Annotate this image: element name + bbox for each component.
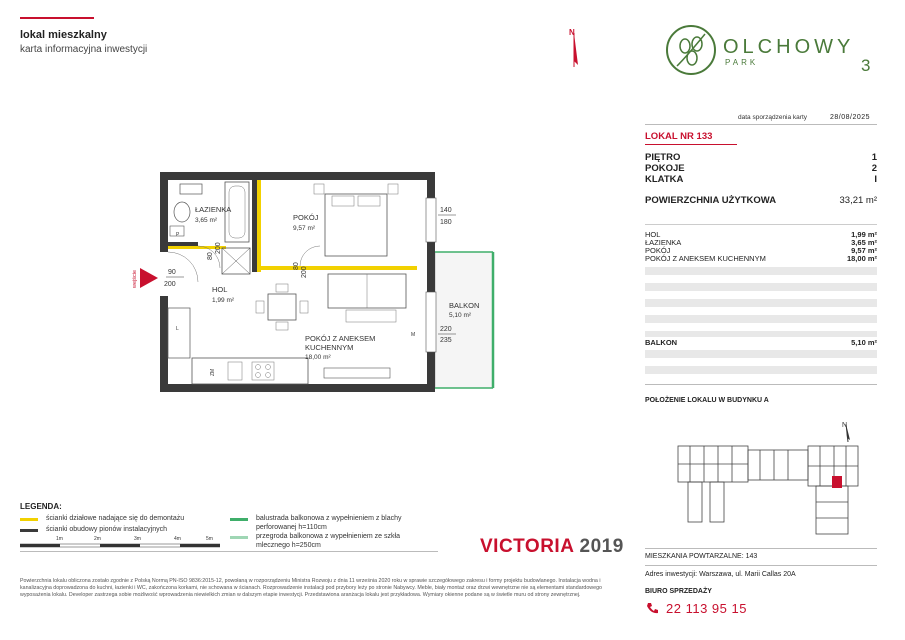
sales-label: BIURO SPRZEDAŻY (645, 588, 712, 595)
lokal-number: LOKAL NR 133 (645, 131, 713, 142)
svg-text:HOL: HOL (212, 285, 228, 294)
legend-swatch-black (20, 529, 38, 532)
legend-swatch-lightgreen (230, 536, 248, 539)
legend-item: ścianki obudowy pionów instalacyjnych (46, 526, 168, 533)
page-subtitle: karta informacyjna inwestycji (20, 44, 148, 55)
svg-text:M: M (411, 332, 416, 338)
header-accent-line (20, 17, 94, 19)
empty-row (645, 283, 877, 291)
svg-text:235: 235 (440, 337, 452, 344)
legend-swatch-yellow (20, 518, 38, 521)
divider (645, 384, 877, 385)
date-value: 28/08/2025 (830, 114, 871, 121)
svg-text:POKÓJ: POKÓJ (293, 213, 319, 222)
divider (645, 548, 877, 549)
svg-text:POKÓJ Z ANEKSEM: POKÓJ Z ANEKSEM (305, 334, 376, 343)
apartment-highlight (832, 476, 842, 488)
row-pokoje: POKOJE 2 (645, 163, 877, 174)
bed (325, 194, 387, 256)
logo-number: 3 (861, 56, 871, 75)
svg-text:200: 200 (301, 266, 308, 278)
row-pietro: PIĘTRO 1 (645, 152, 877, 163)
row-area: POWIERZCHNIA UŻYTKOWA 33,21 m² (645, 195, 877, 206)
divider (645, 124, 877, 125)
address: Adres inwestycji: Warszawa, ul. Marii Callas 20A (645, 571, 796, 578)
empty-row (645, 315, 877, 323)
svg-text:KUCHENNYM: KUCHENNYM (305, 343, 354, 352)
legend-title: LEGENDA: (20, 502, 62, 511)
lokal-underline (645, 144, 737, 145)
row-klatka: KLATKA I (645, 174, 877, 185)
legend-item: mlecznego h=250cm (256, 542, 321, 549)
repeat-label: MIESZKANIA POWTARZALNE: 143 (645, 553, 758, 560)
victoria-logo: VICTORIA 2019 (480, 536, 624, 557)
legend-item: przegroda balkonowa z wypełnieniem ze szkła (256, 533, 400, 540)
entrance-arrow-icon (140, 268, 158, 288)
logo-park: PARK (725, 58, 759, 67)
scale-bar (20, 534, 220, 550)
building-plan (670, 418, 880, 543)
svg-text:200: 200 (215, 242, 222, 254)
svg-text:N: N (842, 422, 848, 429)
phone-icon (645, 601, 659, 615)
legend-item: balustrada balkonowa z wypełnieniem z blachy (256, 515, 402, 522)
svg-text:P: P (176, 232, 180, 238)
svg-text:wejście: wejście (132, 269, 138, 288)
room-row: ŁAZIENKA 3,65 m² (645, 238, 877, 247)
legend-swatch-green (230, 518, 248, 521)
svg-text:80: 80 (293, 262, 300, 270)
svg-text:220: 220 (440, 326, 452, 333)
svg-text:200: 200 (164, 281, 176, 288)
floor-plan (110, 168, 500, 396)
row-balkon: BALKON 5,10 m² (645, 338, 877, 347)
north-label: N (569, 28, 575, 37)
date-label: data sporządzenia karty (738, 114, 808, 121)
logo-name: OLCHOWY (723, 36, 855, 58)
empty-row (645, 299, 877, 307)
empty-row (645, 267, 877, 275)
svg-text:18,00 m²: 18,00 m² (305, 354, 331, 361)
svg-text:ZM: ZM (210, 368, 216, 376)
svg-text:140: 140 (440, 207, 452, 214)
legend-item: ścianki działowe nadające się do demontażu (46, 515, 185, 522)
page-title: lokal mieszkalny (20, 29, 107, 41)
svg-text:L: L (176, 326, 179, 332)
room-row: POKÓJ 9,57 m² (645, 246, 877, 255)
divider (20, 551, 438, 552)
svg-text:180: 180 (440, 219, 452, 226)
position-label: POŁOŻENIE LOKALU W BUDYNKU A (645, 397, 769, 404)
svg-text:80: 80 (207, 252, 214, 260)
svg-text:9,57 m²: 9,57 m² (293, 225, 316, 232)
divider (645, 565, 877, 566)
svg-text:90: 90 (168, 269, 176, 276)
empty-row (645, 366, 877, 374)
svg-text:5,10 m²: 5,10 m² (449, 312, 472, 319)
olchowy-logo-icon (665, 22, 717, 78)
svg-text:3,65 m²: 3,65 m² (195, 217, 218, 224)
svg-text:BALKON: BALKON (449, 301, 480, 310)
disclaimer: Powierzchnia lokalu obliczona zostało zgodnie z Polską Normą PN-ISO 9836:2015-12, powołaną w rozporządzeniu Ministra Rozwoju z dnia 11 września 2020 roku w sprawie szczegółowego zakresu i formy projektu budowlanego. Instalacja wodna i kanalizacyjna doprowadzona do kuchni, łazienki i WC, zakończona korkami, nie schowana w ścianach. Rozprowadzenie instalacji pod przybory leży po stronie Nabywcy. Meble, biały montaż oraz drzwi wewnętrzne nie są elementami standardowego wyposażenia lokalu. Developer zastrzega sobie możliwość wprowadzenia niewielkich zmian w dalszym etapie inwestycji. Przedstawiona aranżacja lokalu jest przykładowa. Wymiary okienne podane są w świetle muru od strony zewnętrznej. (20, 578, 602, 598)
north-arrow-icon (560, 25, 590, 70)
room-row: HOL 1,99 m² (645, 230, 877, 239)
divider (645, 224, 877, 225)
phone-number[interactable]: 22 113 95 15 (666, 601, 747, 616)
empty-row (645, 350, 877, 358)
room-row: POKÓJ Z ANEKSEM KUCHENNYM 18,00 m² (645, 254, 877, 263)
legend-item: perforowanej h=110cm (256, 524, 327, 531)
empty-row (645, 331, 877, 337)
svg-text:1,99 m²: 1,99 m² (212, 297, 235, 304)
svg-text:ŁAZIENKA: ŁAZIENKA (195, 205, 232, 214)
table (268, 294, 296, 320)
